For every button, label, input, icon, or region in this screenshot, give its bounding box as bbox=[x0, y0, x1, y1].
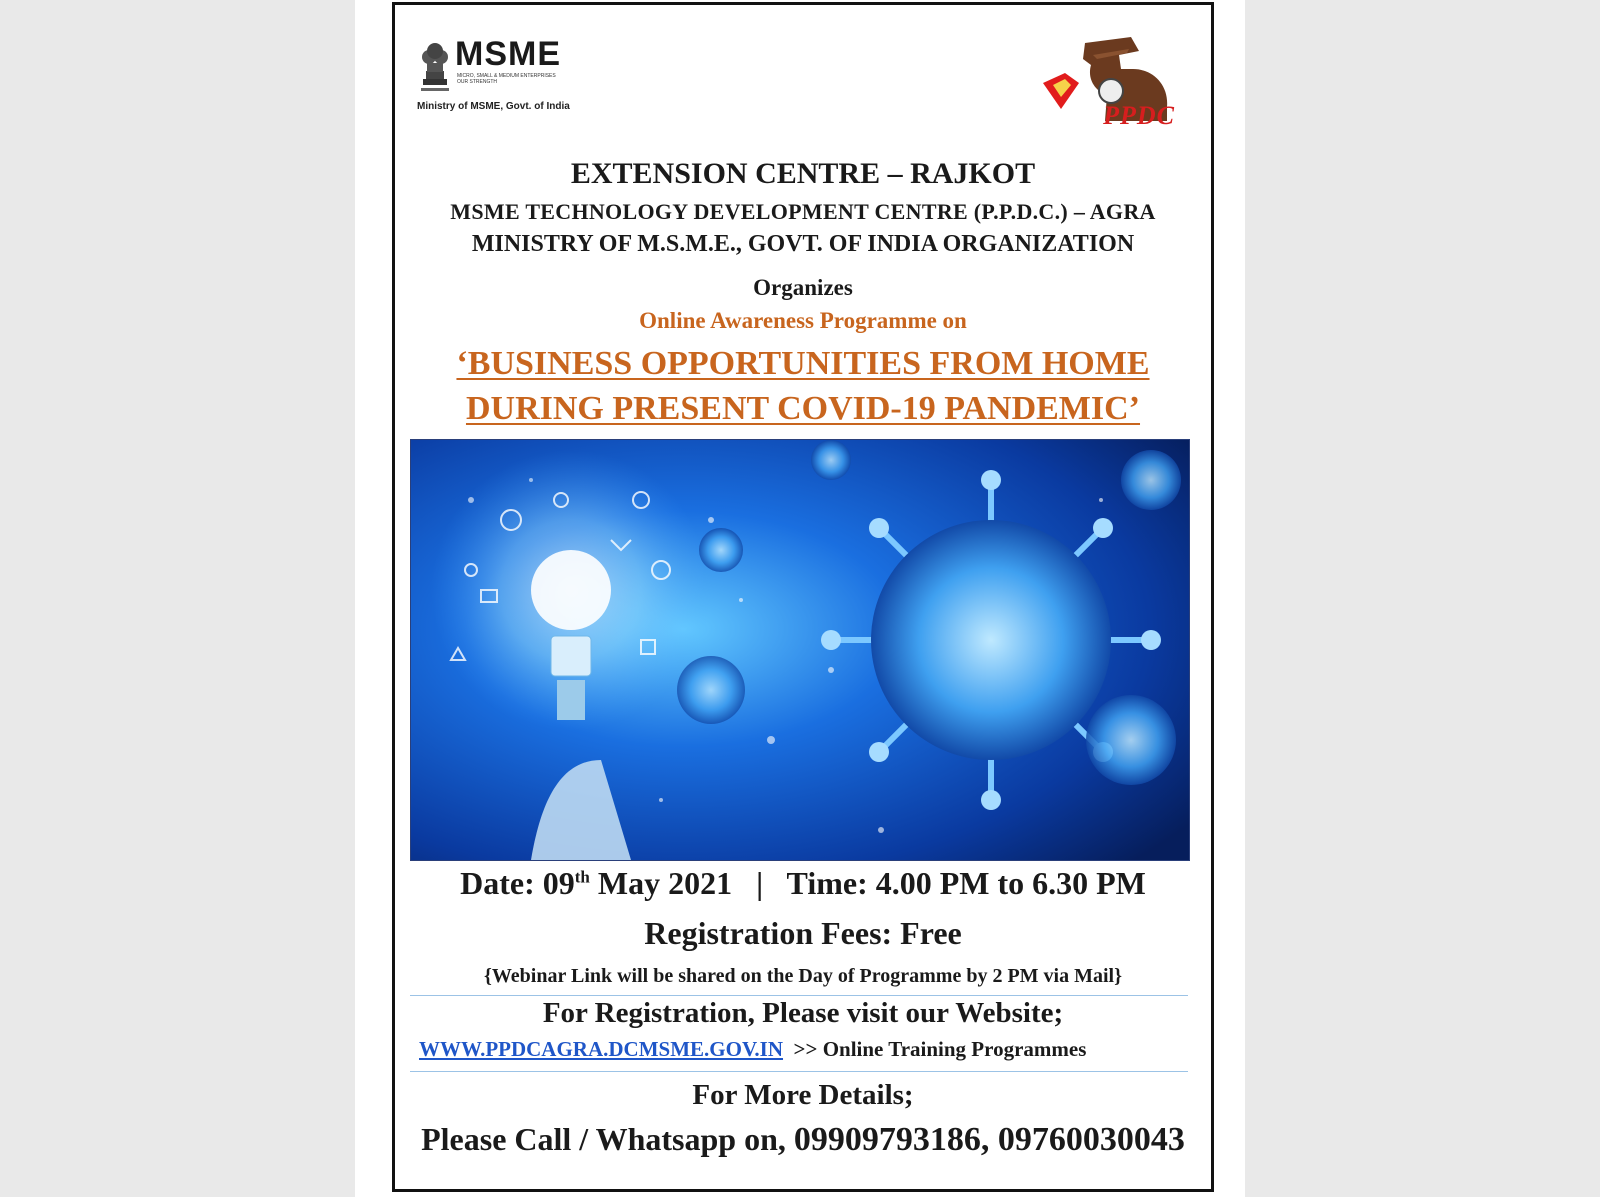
topic-line-2: DURING PRESENT COVID-19 PANDEMIC’ bbox=[465, 390, 1141, 427]
website-line bbox=[419, 1037, 1189, 1062]
msme-tagline bbox=[457, 73, 597, 85]
ppdc-wordmark: PPDC bbox=[1103, 101, 1175, 130]
website-link[interactable]: WWW.PPDCAGRA.DCMSME.GOV.IN bbox=[419, 1037, 784, 1061]
divider bbox=[410, 1071, 1188, 1072]
organizes-label: Organizes bbox=[753, 275, 853, 300]
date-rest: May 2021 bbox=[597, 865, 733, 901]
divider bbox=[410, 995, 1188, 996]
more-details-label: For More Details; bbox=[692, 1079, 914, 1111]
registration-info: For Registration, Please visit our Website; bbox=[542, 997, 1064, 1029]
covid-banner-image bbox=[410, 439, 1190, 861]
ministry-line: MINISTRY OF M.S.M.E., GOVT. OF INDIA ORGANIZATION bbox=[471, 231, 1135, 257]
msme-tagline-line2: OUR STRENGTH bbox=[457, 79, 497, 85]
time-label: Time: bbox=[786, 865, 868, 901]
ministry-caption: Ministry of MSME, Govt. of India bbox=[417, 101, 570, 112]
date-suffix: th bbox=[574, 867, 590, 887]
time-value: 4.00 PM to 6.30 PM bbox=[875, 865, 1146, 901]
date-day: 09 bbox=[542, 865, 575, 901]
programme-type: Online Awareness Programme on bbox=[639, 308, 967, 333]
phone-numbers[interactable]: 09909793186, 09760030043 bbox=[793, 1121, 1185, 1158]
centre-title: EXTENSION CENTRE – RAJKOT bbox=[570, 157, 1036, 190]
website-path: >> Online Training Programmes bbox=[793, 1037, 1087, 1061]
msme-logo bbox=[417, 33, 617, 123]
parent-organization: MSME TECHNOLOGY DEVELOPMENT CENTRE (P.P.D.C.) – AGRA bbox=[450, 199, 1156, 224]
ppdc-logo bbox=[1035, 25, 1183, 135]
national-emblem-icon bbox=[417, 35, 453, 97]
registration-fees: Registration Fees: Free bbox=[644, 915, 962, 951]
contact-line bbox=[395, 1121, 1211, 1159]
programme-topic bbox=[395, 341, 1211, 431]
date-label: Date: bbox=[460, 865, 535, 901]
flyer bbox=[392, 2, 1214, 1192]
date-time-separator: | bbox=[756, 865, 764, 901]
webinar-note: {Webinar Link will be shared on the Day of Programme by 2 PM via Mail} bbox=[484, 965, 1122, 987]
topic-line-1: ‘BUSINESS OPPORTUNITIES FROM HOME bbox=[456, 345, 1150, 382]
date-time-line bbox=[395, 865, 1211, 902]
call-label: Please Call / Whatsapp on, bbox=[421, 1121, 786, 1157]
msme-wordmark: MSME bbox=[455, 35, 561, 73]
msme-tagline-line1: MICRO, SMALL & MEDIUM ENTERPRISES bbox=[457, 73, 556, 79]
